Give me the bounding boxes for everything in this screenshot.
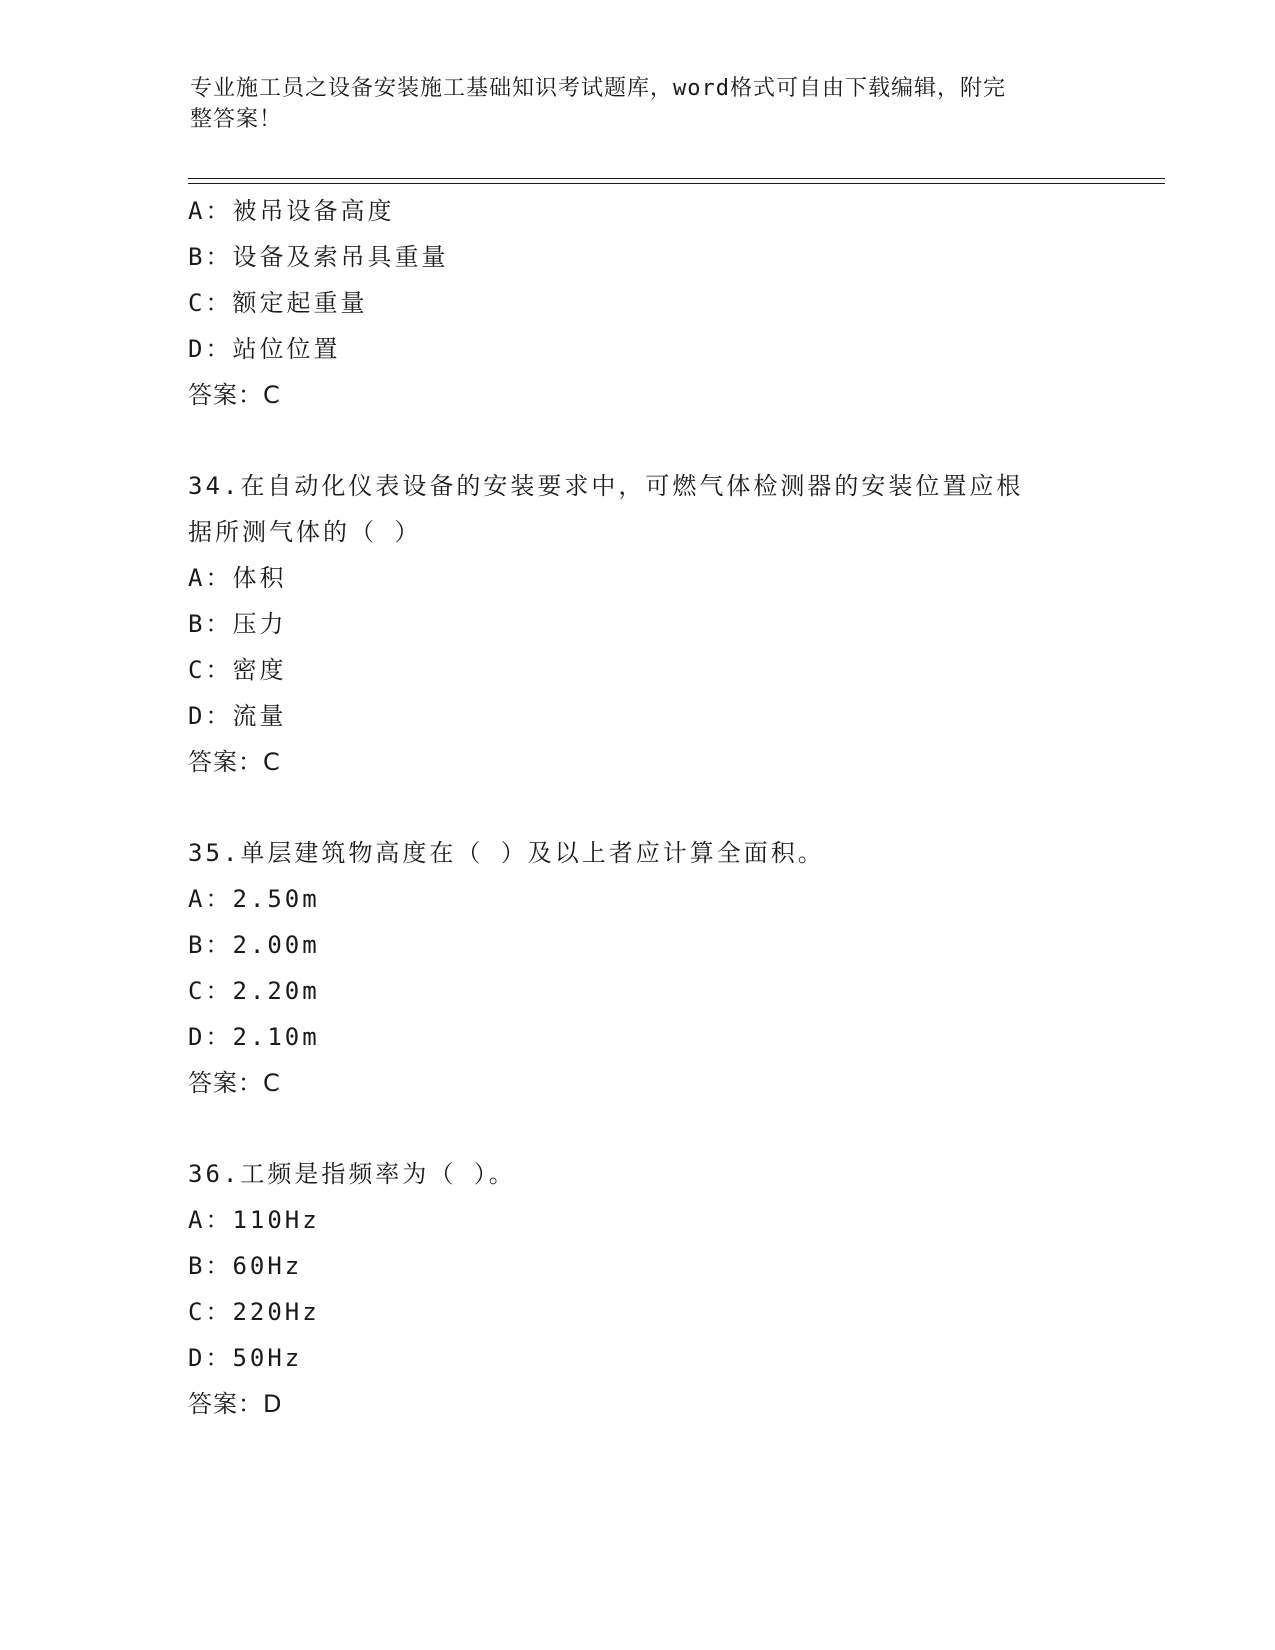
- question-block: [188, 463, 1088, 785]
- question-text-line-1: 36.工频是指频率为（ ）。: [188, 1160, 516, 1188]
- option-d: D：站位位置: [188, 335, 341, 363]
- question-block: [188, 188, 1088, 418]
- option-a: A：2.50m: [188, 885, 320, 913]
- question-text-line-1: 34.在自动化仪表设备的安装要求中，可燃气体检测器的安装位置应根: [188, 472, 1024, 500]
- header-title-line-2: 整答案！: [190, 107, 283, 132]
- option-d: D：50Hz: [188, 1344, 303, 1372]
- header-divider-top: [188, 178, 1165, 179]
- option-a: A：被吊设备高度: [188, 197, 395, 225]
- option-c: C：额定起重量: [188, 289, 368, 317]
- question-block: [188, 830, 1088, 1106]
- question-text-line-1: 35.单层建筑物高度在（ ）及以上者应计算全面积。: [188, 839, 825, 867]
- option-b: B：设备及索吊具重量: [188, 243, 449, 271]
- option-c: C：220Hz: [188, 1298, 320, 1326]
- question-text-line-2: 据所测气体的（ ）: [188, 518, 422, 546]
- document-header: [190, 73, 1090, 135]
- answer-line: 答案：C: [188, 1069, 281, 1097]
- question-block: [188, 1151, 1088, 1427]
- option-b: B：60Hz: [188, 1252, 303, 1280]
- question-list: [188, 188, 1088, 1427]
- option-d: D：2.10m: [188, 1023, 320, 1051]
- header-divider-bottom: [188, 183, 1165, 184]
- answer-line: 答案：D: [188, 1390, 283, 1418]
- option-d: D：流量: [188, 702, 287, 730]
- option-b: B：压力: [188, 610, 287, 638]
- option-a: A：体积: [188, 564, 287, 592]
- answer-line: 答案：C: [188, 381, 281, 409]
- option-b: B：2.00m: [188, 931, 320, 959]
- header-title-line-1: 专业施工员之设备安装施工基础知识考试题库，word格式可自由下载编辑，附完: [190, 76, 1006, 101]
- answer-line: 答案：C: [188, 748, 281, 776]
- option-c: C：2.20m: [188, 977, 320, 1005]
- option-c: C：密度: [188, 656, 287, 684]
- option-a: A：110Hz: [188, 1206, 320, 1234]
